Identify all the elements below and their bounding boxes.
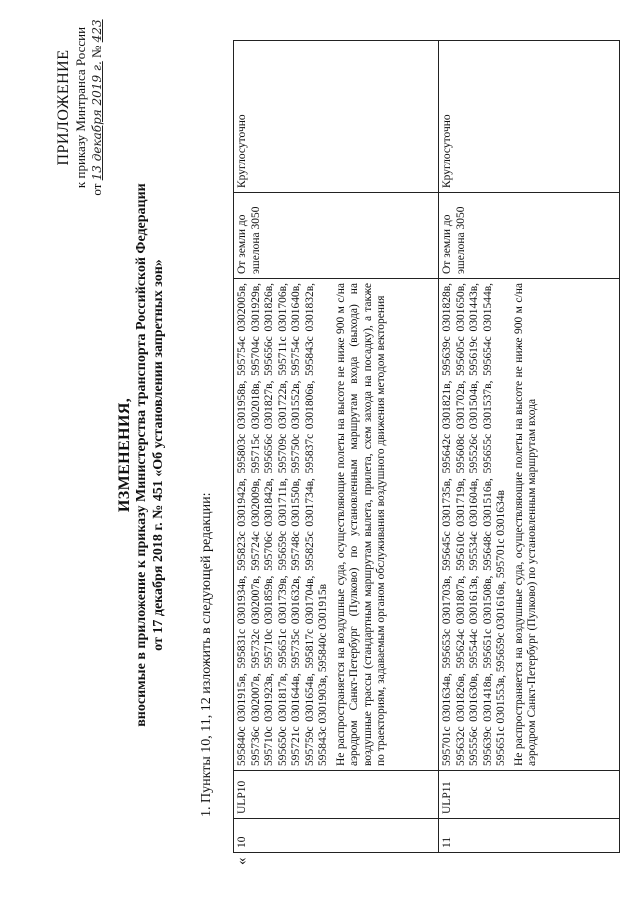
appendix-block — [56, 10, 105, 205]
date-prefix: от — [89, 183, 104, 196]
zone-coordinates: 595701с 0301634в, 595653с 0301703в, 595645с 0301735в, 595642с 0301821в, 595639с 0301828в, 595632с 0301826в, 595624с 0301807в, 595610с 0301719в, 595608с 0301702в, 595605с 0301650в, 595556с 0301630в, 595544с 0301613в, 595534с 0301604в, 595526с 0301504в, 595619с 0301443в, 595639с 0301418в, 595651с 0301508в, 595648с 0301516в, 595655с 0301537в, 595654с 0301544в, 595651с 0301553в, 595659с 0301616в, 595701с 0301634в — [441, 283, 507, 766]
heading-subtitle-line1: вносимые в приложение к приказу Министерства транспорта Российской Федерации — [134, 183, 149, 727]
zone-exception-note: Не распространяется на воздушные суда, осуществляющие полеты на высоте не ниже 900 м с/на аэродром Санкт-Петербург (Пулково) по установленным маршрутам входа — [512, 283, 538, 766]
zone-altitude: От земли до эшелона 3050 — [439, 193, 620, 279]
intro-paragraph: 1. Пункты 10, 11, 12 изложить в следующей редакции: — [199, 492, 214, 817]
zone-time: Круглосуточно — [234, 41, 439, 193]
zone-coordinates: 595840с 0301915в, 595831с 0301934в, 595823с 0301942в, 595803с 0301958в, 595754с 0302005в, 595736с 0302007в, 595732с 0302007в, 595724с 0302009в, 595715с 0302018в, 595704с 0301929в, 595710с 0301923в, 595710с 0301859в, 595706с 0301842в, 595656с 0301827в, 595656с 0301826в, 595650с 0301817в, 595651с 0301739в, 595659с 0301711в, 595709с 0301722в, 595711с 0301706в, 595721с 0301644в, 595735с 0301632в, 595748с 0301550в, 595750с 0301552в, 595754с 0301640в, 595759с 0301654в, 595817с 0301704в, 595825с 0301734в, 595837с 0301806в, 595843с 0301832в, 595843с 0301903в, 595840с 0301915в — [236, 283, 329, 766]
heading-subtitle-line2: от 17 декабря 2018 г. № 451 «Об установлении запретных зон» — [151, 259, 166, 651]
table-row — [439, 41, 620, 853]
appendix-title: ПРИЛОЖЕНИЕ — [55, 49, 72, 166]
restricted-zones-table — [233, 40, 620, 853]
opening-quote: « — [234, 857, 250, 865]
zone-code: ULP11 — [439, 771, 620, 819]
number-prefix: № — [89, 45, 104, 58]
table-row — [234, 41, 439, 853]
zone-description — [439, 279, 620, 771]
row-number: 10 — [234, 819, 439, 853]
zone-description — [234, 279, 439, 771]
document-heading — [116, 125, 167, 785]
zone-exception-note: Не распространяется на воздушные суда, осуществляющие полеты на высоте не ниже 900 м с/на аэродром Санкт-Петербург (Пулково) по установленным маршрутам входа (выхода) на воздушные трассы (стандартным маршрутам вылета, прилета, схем захода на посадку), а также по траекториям, задаваемым органом обслуживания воздушного движения методом векторения — [334, 283, 387, 766]
handwritten-date: 13 декабря 2019 г. — [90, 61, 104, 181]
row-number: 11 — [439, 819, 620, 853]
appendix-date-line — [89, 10, 105, 205]
zone-time: Круглосуточно — [439, 41, 620, 193]
zone-altitude: От земли до эшелона 3050 — [234, 193, 439, 279]
handwritten-number: 423 — [90, 19, 104, 43]
zone-code: ULP10 — [234, 771, 439, 819]
heading-title: ИЗМЕНЕНИЯ, — [116, 397, 133, 513]
appendix-order-line: к приказу Минтранса России — [73, 26, 88, 189]
